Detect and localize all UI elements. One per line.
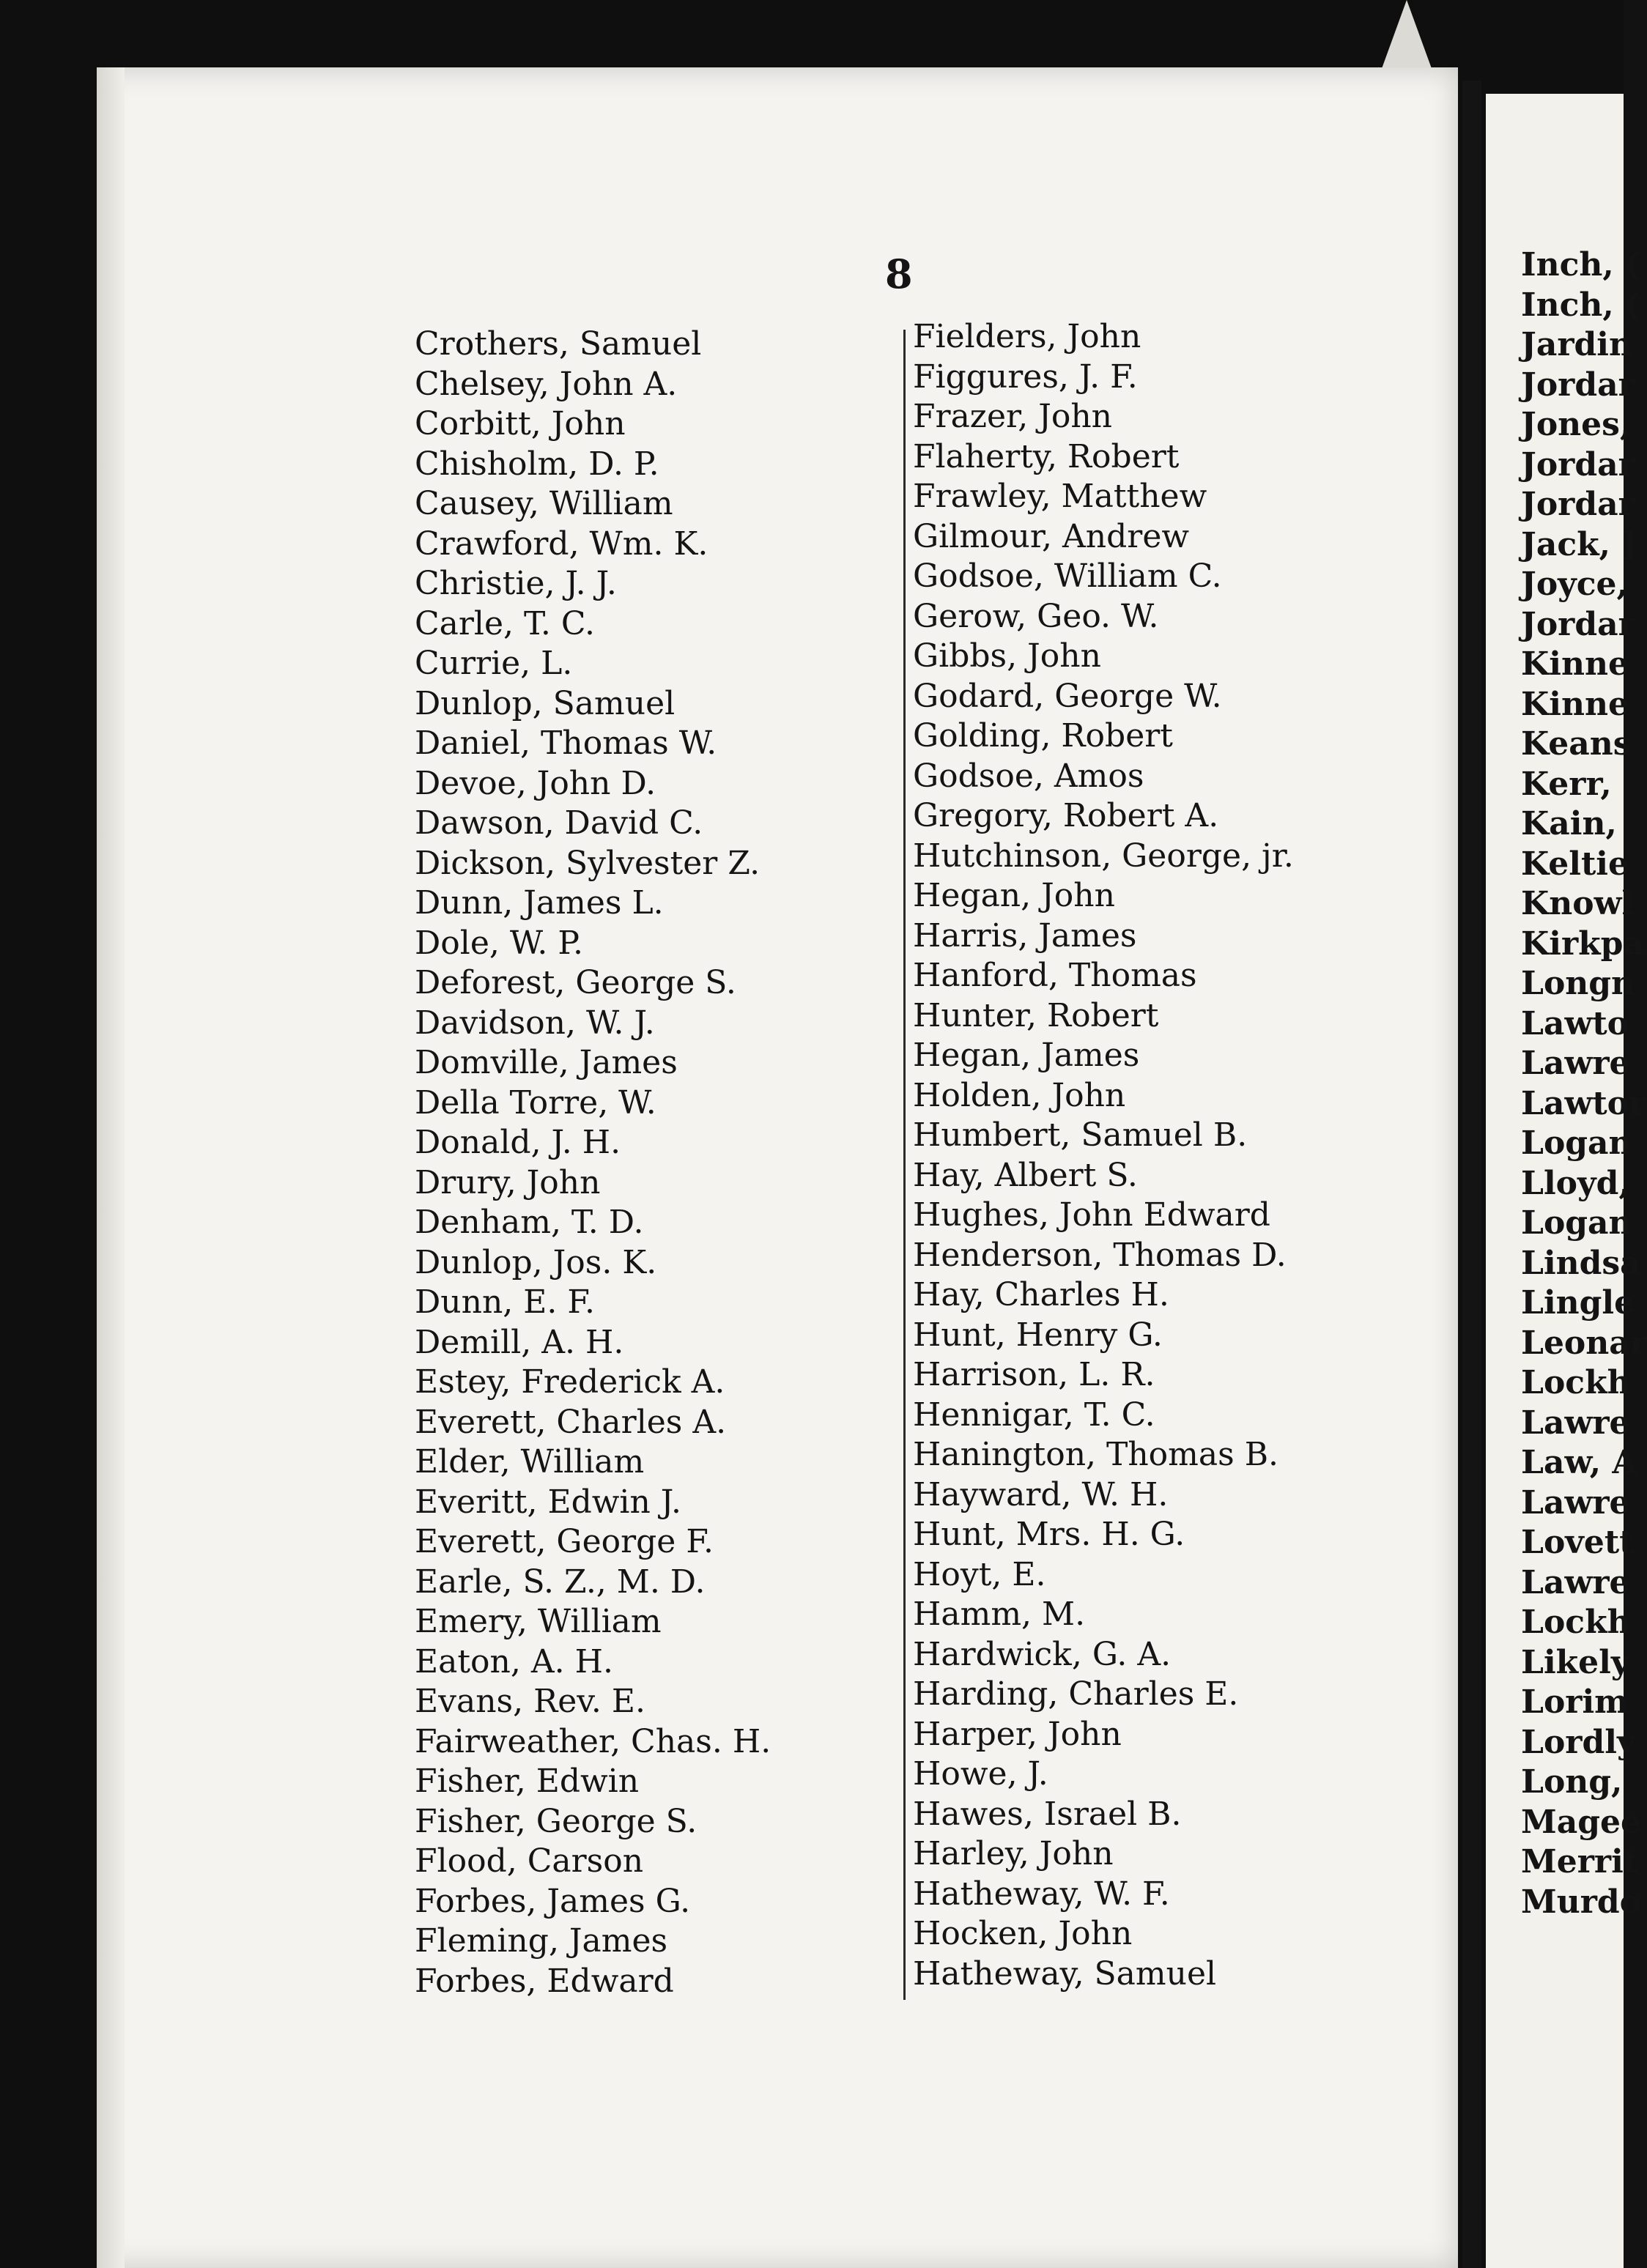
directory-entry: Jordar [1521, 486, 1635, 523]
directory-entry: Fielders, John [913, 318, 1141, 355]
directory-entry: Likely [1521, 1643, 1630, 1681]
directory-entry: Forbes, Edward [415, 1962, 674, 2000]
page-gutter [1462, 81, 1481, 2268]
directory-entry: Hutchinson, George, jr. [913, 837, 1294, 875]
directory-entry: Jordar [1521, 366, 1635, 404]
directory-entry: Hamm, M. [913, 1596, 1086, 1633]
directory-entry: Dole, W. P. [415, 924, 584, 962]
directory-entry: Long, [1521, 1763, 1623, 1801]
directory-entry: Dunlop, Jos. K. [415, 1243, 657, 1281]
directory-entry: Everett, Charles A. [415, 1403, 727, 1441]
directory-entry: Jack, ] [1521, 525, 1637, 563]
left-name-column [415, 325, 771, 2001]
directory-entry: Carle, T. C. [415, 604, 595, 642]
directory-entry: Drury, John [415, 1163, 601, 1201]
page-edge [97, 67, 125, 2268]
directory-entry: Lovett [1521, 1524, 1635, 1561]
directory-entry: Hennigar, T. C. [913, 1396, 1155, 1434]
directory-entry: Domville, James [415, 1044, 678, 1081]
directory-entry: Fairweather, Chas. H. [415, 1722, 771, 1760]
directory-entry: Jordar [1521, 445, 1635, 483]
directory-entry: Chelsey, John A. [415, 365, 678, 403]
directory-entry: Hunt, Mrs. H. G. [913, 1516, 1185, 1553]
directory-entry: Everitt, Edwin J. [415, 1483, 682, 1521]
directory-entry: Kerr, [1521, 765, 1612, 803]
directory-entry: Lockh [1521, 1364, 1631, 1401]
directory-entry: Harris, James [913, 916, 1137, 955]
directory-entry: Davidson, W. J. [415, 1004, 655, 1042]
directory-entry: Inch, ( [1521, 286, 1640, 324]
directory-entry: Godsoe, Amos [913, 757, 1144, 795]
directory-entry: Frawley, Matthew [913, 478, 1207, 515]
directory-entry: Lloyd, [1521, 1164, 1630, 1202]
directory-entry: Inch, ( [1521, 246, 1640, 284]
directory-entry: Kirkpa [1521, 924, 1644, 963]
directory-entry: Keans [1521, 725, 1632, 763]
directory-entry: Murdo [1521, 1883, 1641, 1921]
directory-entry: Hayward, W. H. [913, 1475, 1169, 1513]
directory-entry: Everett, George F. [415, 1523, 714, 1560]
directory-entry: Holden, John [913, 1076, 1126, 1114]
directory-entry: Merrit [1521, 1843, 1639, 1880]
directory-entry: Keltie [1521, 845, 1629, 883]
directory-entry: Dunn, E. F. [415, 1283, 596, 1321]
directory-entry: Gerow, Geo. W. [913, 597, 1159, 635]
directory-entry: Lawre [1521, 1483, 1630, 1522]
directory-entry: Deforest, George S. [415, 964, 736, 1001]
directory-entry: Donald, J. H. [415, 1124, 621, 1161]
directory-entry: Fleming, James [415, 1922, 668, 1960]
directory-entry: Longn [1521, 965, 1635, 1002]
directory-entry: Law, A [1521, 1444, 1637, 1481]
directory-entry: Jones, [1521, 406, 1632, 443]
directory-entry: Logan [1521, 1204, 1632, 1242]
directory-entry: Godard, George W. [913, 677, 1222, 715]
directory-entry: Hoyt, E. [913, 1555, 1046, 1593]
directory-entry: Fisher, Edwin [415, 1763, 640, 1800]
directory-entry: Hanington, Thomas B. [913, 1436, 1279, 1473]
directory-entry: Dawson, David C. [415, 804, 703, 842]
directory-entry: Howe, J. [913, 1755, 1048, 1793]
directory-entry: Golding, Robert [913, 717, 1173, 755]
directory-entry: Harding, Charles E. [913, 1675, 1239, 1713]
page-number: 8 [885, 251, 913, 297]
directory-entry: Lawre [1521, 1563, 1630, 1601]
directory-entry: Joyce, [1521, 566, 1628, 603]
directory-entry: Lawto [1521, 1004, 1629, 1042]
directory-entry: Fisher, George S. [415, 1802, 697, 1840]
directory-entry: Flood, Carson [415, 1842, 644, 1880]
directory-entry: Gregory, Robert A. [913, 797, 1219, 834]
directory-entry: Gilmour, Andrew [913, 517, 1190, 555]
directory-entry: Harley, John [913, 1835, 1114, 1872]
directory-entry: Knowl [1521, 885, 1635, 922]
right-page-name-column [1521, 245, 1647, 1922]
directory-entry: Corbitt, John [415, 405, 626, 442]
directory-entry: Dunlop, Samuel [415, 684, 676, 722]
directory-entry: Hay, Charles H. [913, 1276, 1169, 1313]
directory-entry: Flaherty, Robert [913, 437, 1180, 475]
directory-entry: Hunt, Henry G. [913, 1316, 1163, 1354]
directory-entry: Frazer, John [913, 398, 1112, 435]
directory-entry: Gibbs, John [913, 637, 1101, 675]
directory-entry: Lorim [1521, 1683, 1629, 1721]
directory-entry: Currie, L. [415, 645, 573, 682]
directory-entry: Jordar [1521, 605, 1635, 643]
directory-entry: Denham, T. D. [415, 1204, 644, 1241]
directory-entry: Hunter, Robert [913, 996, 1159, 1034]
directory-entry: Dickson, Sylvester Z. [415, 844, 760, 882]
directory-entry: Devoe, John D. [415, 764, 656, 802]
directory-entry: Earle, S. Z., M. D. [415, 1563, 706, 1601]
directory-entry: Forbes, James G. [415, 1882, 691, 1920]
directory-entry: Henderson, Thomas D. [913, 1236, 1287, 1274]
directory-entry: Harrison, L. R. [913, 1356, 1155, 1393]
directory-entry: Lindsa [1521, 1244, 1641, 1282]
directory-entry: Estey, Frederick A. [415, 1363, 725, 1401]
directory-entry: Logan [1521, 1124, 1632, 1162]
middle-name-column [913, 317, 1294, 1994]
directory-entry: Evans, Rev. E. [415, 1683, 645, 1720]
directory-entry: Lingle [1521, 1284, 1635, 1322]
directory-entry: Demill, A. H. [415, 1323, 624, 1361]
directory-entry: Causey, William [415, 485, 673, 522]
directory-entry: Lawre [1521, 1404, 1630, 1442]
directory-entry: Lawtor [1521, 1084, 1646, 1122]
directory-entry: Hanford, Thomas [913, 957, 1197, 994]
directory-entry: Hegan, James [913, 1037, 1140, 1074]
directory-entry: Leonar [1521, 1324, 1647, 1362]
directory-entry: Crawford, Wm. K. [415, 525, 708, 563]
directory-entry: Chisholm, D. P. [415, 445, 659, 483]
directory-entry: Della Torre, W. [415, 1083, 656, 1122]
directory-entry: Humbert, Samuel B. [913, 1116, 1248, 1154]
directory-entry: Hawes, Israel B. [913, 1795, 1182, 1833]
directory-entry: Hughes, John Edward [913, 1196, 1270, 1234]
directory-entry: Dunn, James L. [415, 884, 664, 922]
directory-entry: Hatheway, W. F. [913, 1875, 1170, 1913]
directory-entry: Jardin [1521, 326, 1632, 363]
directory-entry: Eaton, A. H. [415, 1642, 613, 1680]
directory-entry: Emery, William [415, 1603, 662, 1640]
directory-entry: Elder, William [415, 1443, 645, 1480]
directory-entry: Daniel, Thomas W. [415, 724, 717, 762]
directory-entry: Hatheway, Samuel [913, 1954, 1217, 1993]
directory-entry: Kinne [1521, 645, 1629, 683]
directory-entry: Lockh [1521, 1604, 1631, 1641]
column-divider [903, 330, 906, 2000]
directory-entry: Harper, John [913, 1715, 1122, 1753]
directory-entry: Kain, [1521, 805, 1617, 842]
directory-entry: Hegan, John [913, 877, 1115, 914]
directory-entry: Lawre [1521, 1045, 1630, 1082]
directory-entry: Figgures, J. F. [913, 357, 1138, 396]
directory-entry: Hay, Albert S. [913, 1156, 1138, 1194]
directory-entry: Hardwick, G. A. [913, 1635, 1172, 1673]
directory-entry: Godsoe, William C. [913, 557, 1222, 595]
directory-entry: Magee [1521, 1803, 1641, 1841]
directory-entry: Hocken, John [913, 1915, 1133, 1952]
directory-entry: Kinne [1521, 685, 1629, 723]
directory-entry: Christie, J. J. [415, 565, 617, 602]
directory-entry: Lordly [1521, 1723, 1636, 1761]
directory-entry: Crothers, Samuel [415, 325, 702, 363]
